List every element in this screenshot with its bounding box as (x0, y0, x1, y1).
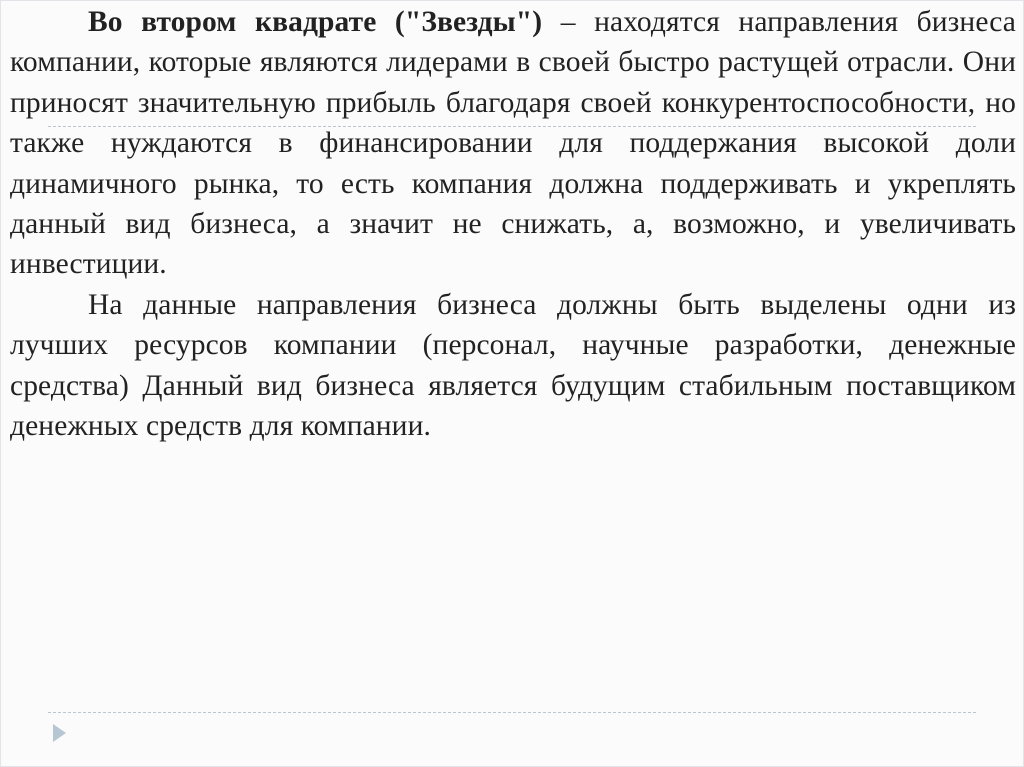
stars-heading: Во втором квадрате ("Звезды") (88, 6, 543, 38)
paragraph-stars (10, 2, 1016, 285)
triangle-right-shape (53, 724, 66, 742)
stars-description: – находятся направления бизнеса компании, которые являются лидерами в своей быстро растущей отрасли. Они приносят значительную прибыль благодаря своей конкурентоспособности, но также нуждаются в финансировании для поддержания высокой доли динамичного рынка, то есть компания должна поддерживать и укреплять данный вид бизнеса, а значит не снижать, а, возможно, и увеличивать инвестиции. (10, 6, 1016, 281)
triangle-right-icon[interactable] (47, 721, 71, 745)
bottom-divider (48, 712, 976, 713)
paragraph-resources: На данные направления бизнеса должны быть выделены одни из лучших ресурсов компании (персонал, научные разработки, денежные средства) Данный вид бизнеса является будущим стабильным поставщиком денежных средств для компании. (10, 288, 1016, 443)
slide-body (10, 2, 1016, 446)
